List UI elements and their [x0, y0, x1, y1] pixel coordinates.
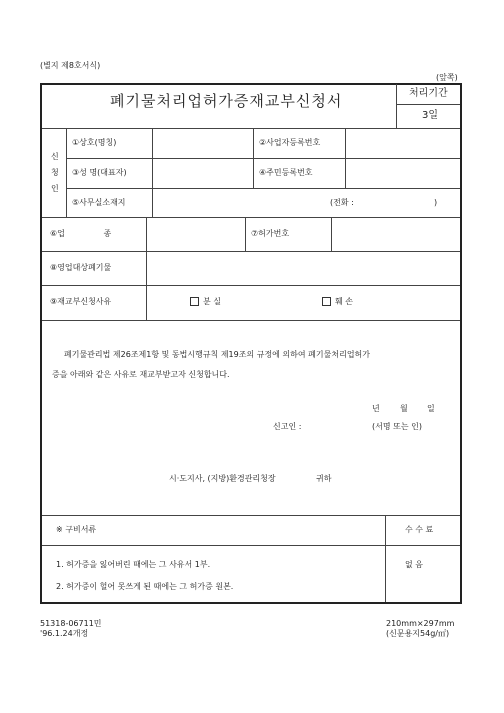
divider [42, 285, 460, 286]
divider [396, 84, 397, 128]
divider [42, 515, 460, 516]
divider [396, 104, 460, 105]
divider [385, 515, 386, 602]
resident-number-label: ④주민등록번호 [259, 168, 313, 177]
statement-line-2: 증을 아래와 같은 사유로 재교부받고자 신청합니다. [52, 370, 230, 379]
representative-label: ③성 명(대표자) [72, 168, 127, 177]
reason-damaged-label: 훼 손 [335, 297, 353, 306]
frame-top [40, 83, 462, 85]
phone-close: ) [434, 198, 438, 207]
page-side-label: (앞쪽) [436, 73, 458, 82]
fee-label: 수 수 료 [405, 525, 434, 534]
applicant-label-2: 청 [51, 168, 59, 177]
business-number-label: ②사업자등록번호 [259, 138, 321, 147]
addressee: 시·도지사, (지방)환경관리청장 [169, 474, 276, 483]
divider [42, 545, 460, 546]
divider [66, 128, 67, 217]
office-address-label: ⑤사무실소재지 [72, 198, 126, 207]
reason-option-lost[interactable] [190, 297, 221, 306]
form-number: (별지 제8호서식) [40, 61, 101, 70]
required-doc-1: 1. 허가증을 잃어버린 때에는 그 사유서 1부. [56, 560, 211, 569]
applicant-label-3: 인 [51, 184, 59, 193]
form-code: 51318-06711민 [40, 619, 102, 628]
reissue-reason-label: ⑨재교부신청사유 [50, 297, 112, 306]
target-waste-label: ⑧영업대상폐기물 [50, 263, 112, 272]
applicant-label-1: 신 [51, 152, 59, 161]
frame-right [460, 83, 462, 604]
business-type-label: ⑥업 종 [50, 229, 112, 238]
divider [42, 320, 460, 321]
business-number-field[interactable] [346, 129, 459, 157]
company-name-label: ①상호(명칭) [72, 138, 117, 147]
revision-date: '96.1.24개정 [40, 629, 89, 638]
checkbox-icon [190, 297, 199, 306]
required-docs-title: ※ 구비서류 [56, 525, 97, 534]
target-waste-field[interactable] [147, 252, 459, 284]
reporter-label: 신고인 : [273, 422, 302, 431]
signature-label: (서명 또는 인) [372, 422, 422, 431]
processing-value: 3일 [422, 110, 439, 121]
frame-left [40, 83, 42, 604]
date-day: 일 [427, 404, 435, 413]
office-address-field[interactable] [153, 189, 323, 216]
permit-number-field[interactable] [332, 218, 459, 250]
required-doc-2: 2. 허가증이 헐어 못쓰게 된 때에는 그 허가증 원본. [56, 582, 234, 591]
addressee-honorific: 귀하 [316, 474, 332, 483]
date-year: 년 [372, 404, 380, 413]
fee-value: 없 음 [405, 560, 423, 569]
paper-size: 210mm×297mm [386, 619, 455, 628]
resident-number-field[interactable] [346, 159, 459, 187]
phone-label: (전화 : [330, 198, 354, 207]
company-name-field[interactable] [153, 129, 252, 157]
frame-bottom [40, 602, 462, 604]
document-title: 폐기물처리업허가증재교부신청서 [110, 92, 343, 110]
reason-lost-label: 분 실 [203, 297, 221, 306]
date-month: 월 [400, 404, 408, 413]
checkbox-icon [322, 297, 331, 306]
reason-option-damaged[interactable] [322, 297, 353, 306]
divider [245, 217, 246, 251]
processing-label: 처리기간 [409, 88, 448, 99]
business-type-field[interactable] [147, 218, 244, 250]
paper-type: (신문용지54g/㎡) [386, 629, 450, 638]
permit-number-label: ⑦허가번호 [251, 229, 290, 238]
representative-field[interactable] [153, 159, 252, 187]
statement-line-1: 폐기물관리법 제26조제1항 및 동법시행규칙 제19조의 규정에 의하여 폐기물처리업허가 [64, 350, 370, 359]
